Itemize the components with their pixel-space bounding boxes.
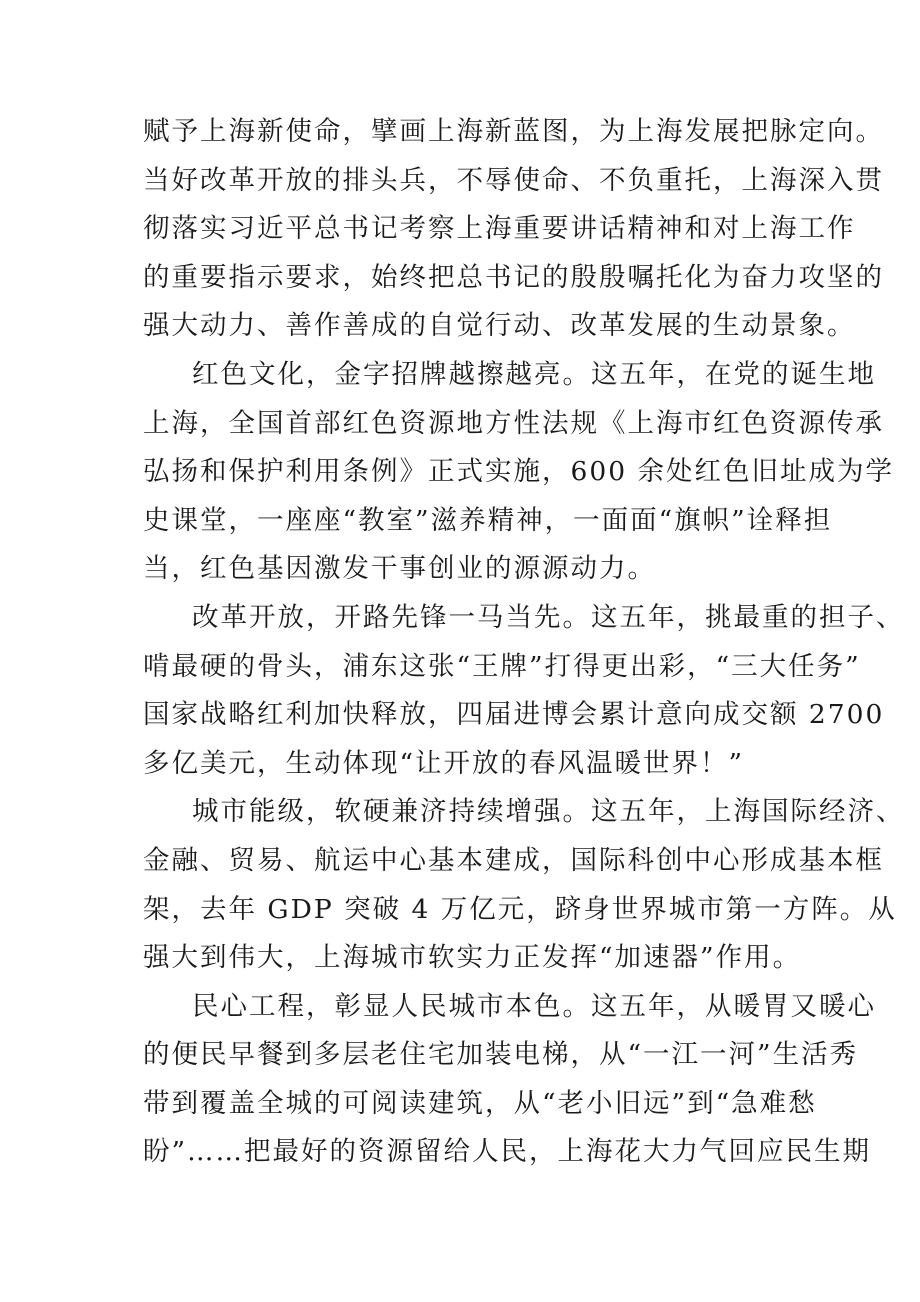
text-line: 史课堂，一座座“教室”滋养精神，一面面“旗帜”诠释担	[143, 504, 833, 536]
text-line: 强大动力、善作善成的自觉行动、改革发展的生动景象。	[143, 310, 856, 342]
text-line: 盼”……把最好的资源留给人民，上海花大力气回应民生期	[143, 1136, 872, 1168]
text-line: 的重要指示要求，始终把总书记的殷殷嘱托化为奋力攻坚的	[143, 261, 884, 293]
text-line: 当，红色基因激发干事创业的源源动力。	[143, 553, 656, 585]
text-line: 国家战略红利加快释放，四届进博会累计意向成交额 2700	[143, 699, 885, 731]
text-line: 上海，全国首部红色资源地方性法规《上海市红色资源传承	[143, 407, 884, 439]
text-line: 的便民早餐到多层老住宅加装电梯，从“一江一河”生活秀	[143, 1039, 859, 1071]
text-line: 彻落实习近平总书记考察上海重要讲话精神和对上海工作	[143, 213, 856, 245]
paragraph-start-line: 民心工程，彰显人民城市本色。这五年，从暖胃又暖心	[192, 990, 876, 1022]
paragraph-start-line: 城市能级，软硬兼济持续增强。这五年，上海国际经济、	[192, 796, 905, 828]
paragraph-start-line: 改革开放，开路先锋一马当先。这五年，挑最重的担子、	[192, 601, 905, 633]
text-line: 弘扬和保护利用条例》正式实施，600 余处红色旧址成为学	[143, 456, 895, 488]
article-body	[143, 108, 905, 1177]
text-line: 啃最硬的骨头，浦东这张“王牌”打得更出彩，“三大任务”	[143, 650, 861, 682]
text-line: 带到覆盖全城的可阅读建筑，从“老小旧远”到“急难愁	[143, 1087, 817, 1119]
text-line: 当好改革开放的排头兵，不辱使命、不负重托，上海深入贯	[143, 164, 884, 196]
text-line: 金融、贸易、航运中心基本建成，国际科创中心形成基本框	[143, 844, 884, 876]
paragraph-start-line: 红色文化，金字招牌越擦越亮。这五年，在党的诞生地	[192, 358, 876, 390]
text-line: 架，去年 GDP 突破 4 万亿元，跻身世界城市第一方阵。从	[143, 893, 897, 925]
text-line: 赋予上海新使命，擘画上海新蓝图，为上海发展把脉定向。	[143, 116, 884, 147]
text-line: 强大到伟大，上海城市软实力正发挥“加速器”作用。	[143, 942, 802, 974]
text-line: 多亿美元，生动体现“让开放的春风温暖世界！”	[143, 747, 745, 779]
